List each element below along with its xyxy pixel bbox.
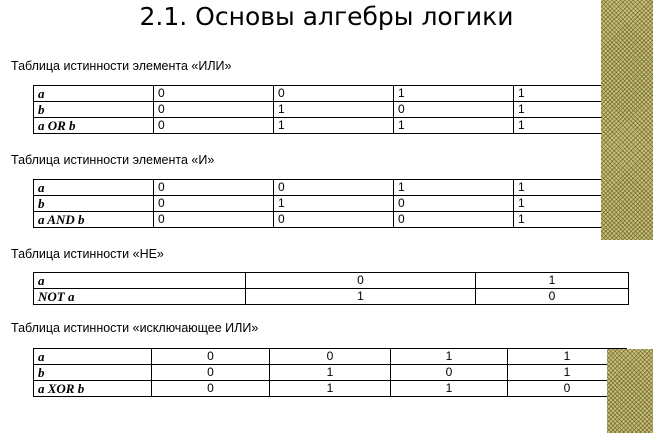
table-cell: 0 xyxy=(154,102,274,118)
table-cell: 0 xyxy=(274,86,394,102)
table-cell: 0 xyxy=(154,180,274,196)
decorative-hatch-panel-bottom xyxy=(607,349,653,433)
table-cell: 0 xyxy=(476,289,629,305)
table-cell: 1 xyxy=(476,273,629,289)
table-cell: 1 xyxy=(508,349,627,365)
table-row xyxy=(34,365,627,381)
table-cell: 1 xyxy=(514,86,634,102)
table-cell: 1 xyxy=(508,365,627,381)
row-label: a xyxy=(34,273,246,289)
table-cell: 0 xyxy=(154,196,274,212)
table-cell: 0 xyxy=(394,196,514,212)
table-cell: 0 xyxy=(394,212,514,228)
table-cell: 0 xyxy=(152,381,270,397)
table-row xyxy=(34,273,629,289)
table-cell: 0 xyxy=(154,86,274,102)
row-label: a XOR b xyxy=(34,381,152,397)
table-row xyxy=(34,180,634,196)
table-cell: 0 xyxy=(274,180,394,196)
table-cell: 0 xyxy=(152,365,270,381)
table-cell: 0 xyxy=(154,212,274,228)
table-cell: 1 xyxy=(514,196,634,212)
table-cell: 1 xyxy=(270,381,391,397)
table-cell: 1 xyxy=(394,180,514,196)
table-cell: 1 xyxy=(274,102,394,118)
row-label: a xyxy=(34,349,152,365)
table-row xyxy=(34,212,634,228)
table-cell: 1 xyxy=(394,118,514,134)
row-label: b xyxy=(34,102,154,118)
table-cell: 0 xyxy=(394,102,514,118)
decorative-hatch-panel-top xyxy=(601,0,653,240)
table-cell: 1 xyxy=(514,212,634,228)
not-truth-table xyxy=(33,272,629,305)
table-cell: 1 xyxy=(514,180,634,196)
table-cell: 0 xyxy=(246,273,476,289)
table-cell: 0 xyxy=(274,212,394,228)
table-cell: 0 xyxy=(391,365,508,381)
table-row xyxy=(34,86,634,102)
row-label: a xyxy=(34,86,154,102)
or-truth-table xyxy=(33,85,634,134)
row-label: b xyxy=(34,196,154,212)
xor-table-caption: Таблица истинности «исключающее ИЛИ» xyxy=(11,321,259,335)
table-cell: 1 xyxy=(274,196,394,212)
table-cell: 1 xyxy=(391,349,508,365)
and-truth-table xyxy=(33,179,634,228)
table-cell: 1 xyxy=(394,86,514,102)
slide-title: 2.1. Основы алгебры логики xyxy=(139,2,514,31)
table-cell: 0 xyxy=(508,381,627,397)
table-row xyxy=(34,118,634,134)
row-label: NOT a xyxy=(34,289,246,305)
or-table-caption: Таблица истинности элемента «ИЛИ» xyxy=(11,59,232,73)
not-table-caption: Таблица истинности «НЕ» xyxy=(11,247,164,261)
and-table-caption: Таблица истинности элемента «И» xyxy=(11,153,215,167)
row-label: a AND b xyxy=(34,212,154,228)
row-label: a OR b xyxy=(34,118,154,134)
row-label: b xyxy=(34,365,152,381)
table-cell: 1 xyxy=(270,365,391,381)
table-cell: 0 xyxy=(152,349,270,365)
table-row xyxy=(34,349,627,365)
table-cell: 1 xyxy=(274,118,394,134)
table-row xyxy=(34,381,627,397)
xor-truth-table xyxy=(33,348,627,397)
table-cell: 1 xyxy=(391,381,508,397)
table-row xyxy=(34,196,634,212)
table-cell: 0 xyxy=(154,118,274,134)
table-row xyxy=(34,102,634,118)
table-cell: 1 xyxy=(246,289,476,305)
table-cell: 0 xyxy=(270,349,391,365)
table-cell: 1 xyxy=(514,102,634,118)
table-row xyxy=(34,289,629,305)
table-cell: 1 xyxy=(514,118,634,134)
row-label: a xyxy=(34,180,154,196)
